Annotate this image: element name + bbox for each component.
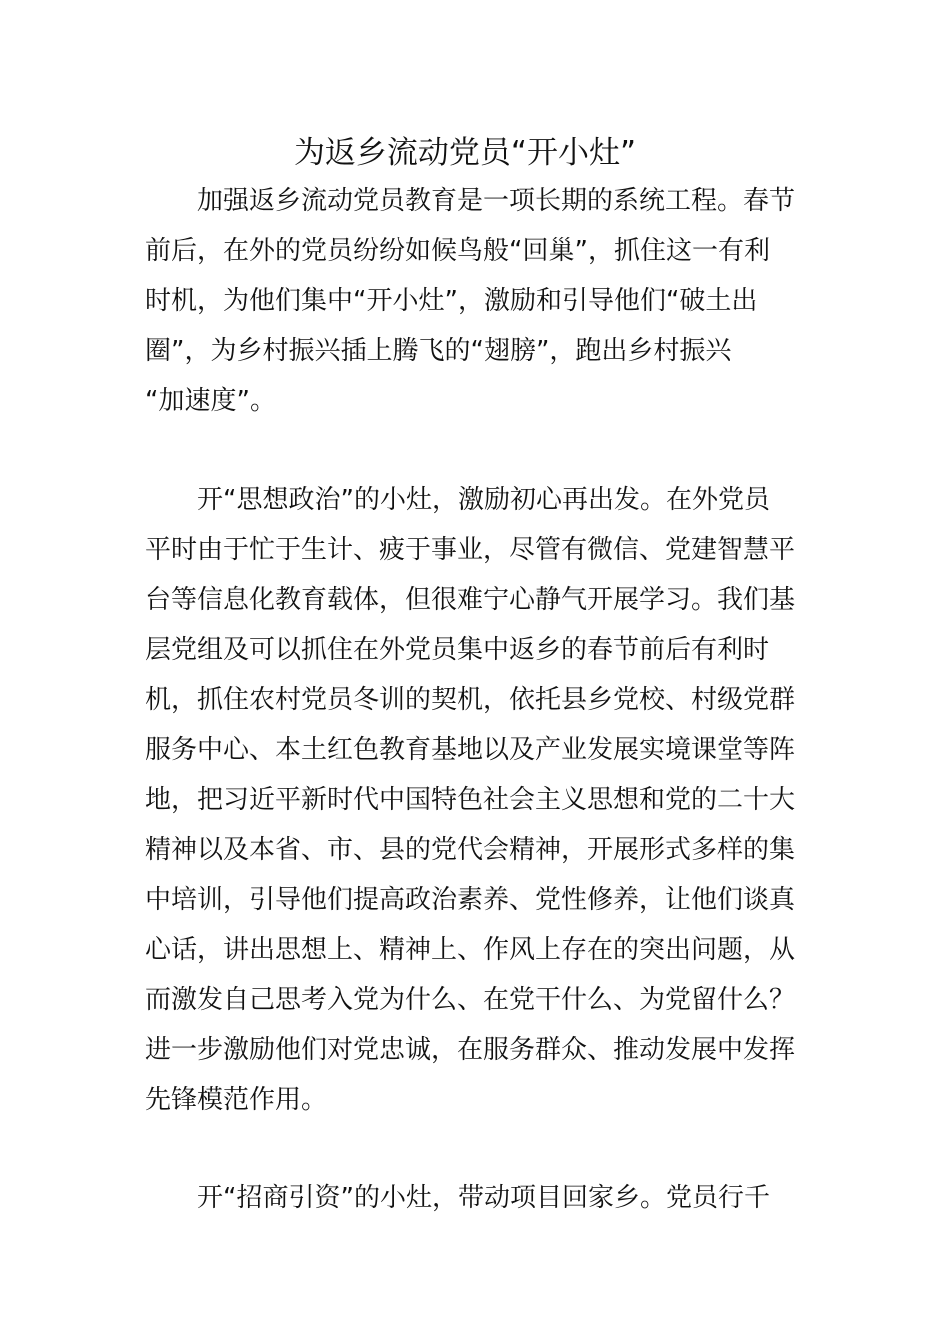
paragraph-line: 精神以及本省、市、县的党代会精神，开展形式多样的集 — [145, 835, 796, 865]
paragraph-2 — [145, 475, 825, 1125]
document-title: 为返乡流动党员“开小灶” — [293, 135, 637, 171]
paragraph-line: 进一步激励他们对党忠诚，在服务群众、推动发展中发挥 — [145, 1035, 796, 1065]
paragraph-line: 时机，为他们集中“开小灶”，激励和引导他们“破土出 — [145, 286, 758, 316]
paragraph-line: 心话，讲出思想上、精神上、作风上存在的突出问题，从 — [145, 935, 796, 965]
paragraph-3 — [145, 1173, 825, 1223]
paragraph-line: 中培训，引导他们提高政治素养、党性修养，让他们谈真 — [145, 885, 796, 915]
paragraph-line: 服务中心、本土红色教育基地以及产业发展实境课堂等阵 — [145, 735, 796, 765]
paragraph-line: 层党组及可以抓住在外党员集中返乡的春节前后有利时 — [145, 635, 770, 665]
paragraph-line: “加速度”。 — [145, 386, 276, 416]
paragraph-line: 机，抓住农村党员冬训的契机，依托县乡党校、村级党群 — [145, 685, 796, 715]
paragraph-1 — [145, 176, 825, 426]
paragraph-line: 开“招商引资”的小灶，带动项目回家乡。党员行千 — [197, 1183, 770, 1213]
paragraph-line: 圈”，为乡村振兴插上腾飞的“翅膀”，跑出乡村振兴 — [145, 336, 732, 366]
paragraph-line: 前后，在外的党员纷纷如候鸟般“回巢”，抓住这一有利 — [145, 236, 770, 266]
paragraph-line: 先锋模范作用。 — [145, 1085, 328, 1115]
paragraph-line: 台等信息化教育载体，但很难宁心静气开展学习。我们基 — [145, 585, 796, 615]
paragraph-line: 而激发自己思考入党为什么、在党干什么、为党留什么？ — [145, 985, 796, 1015]
paragraph-line: 平时由于忙于生计、疲于事业，尽管有微信、党建智慧平 — [145, 535, 796, 565]
paragraph-line: 加强返乡流动党员教育是一项长期的系统工程。春节 — [197, 186, 796, 216]
paragraph-line: 开“思想政治”的小灶，激励初心再出发。在外党员 — [197, 485, 770, 515]
paragraph-line: 地，把习近平新时代中国特色社会主义思想和党的二十大 — [145, 785, 796, 815]
